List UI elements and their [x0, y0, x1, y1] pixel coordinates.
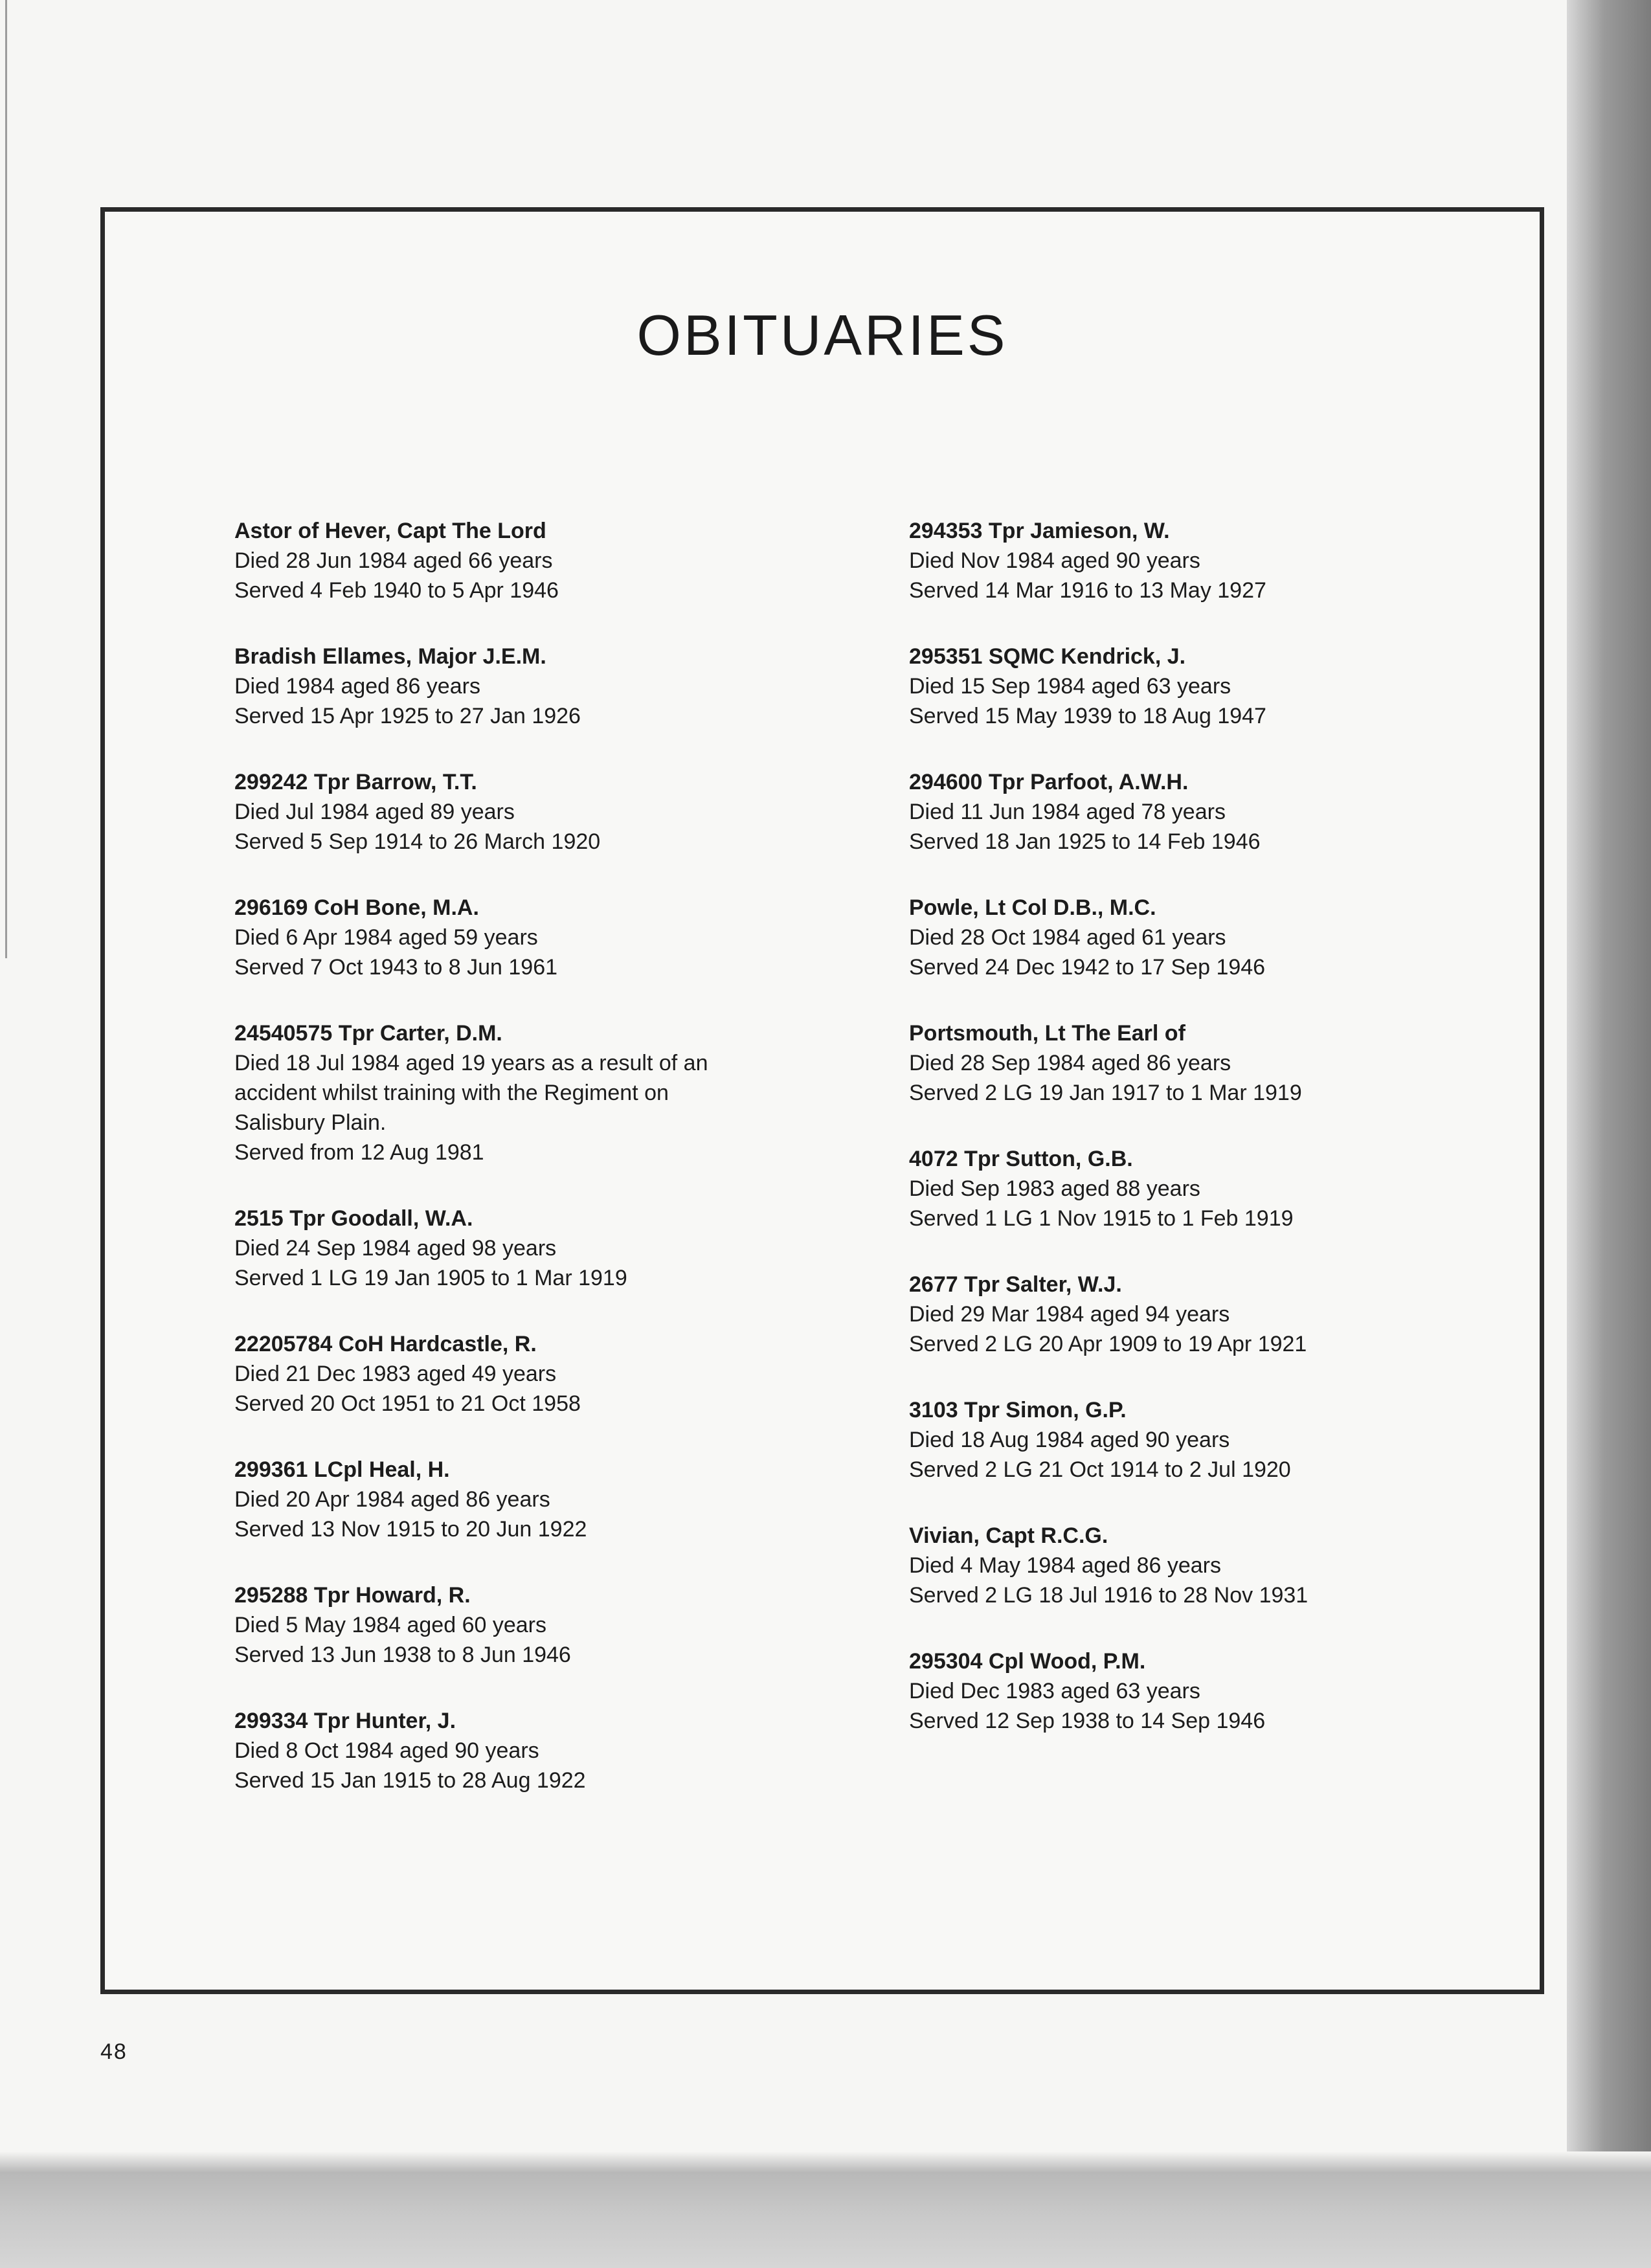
- page-number: 48: [100, 2039, 128, 2064]
- obituary-detail-line: Died 1984 aged 86 years: [234, 674, 480, 699]
- obituary-detail-line: Died Dec 1983 aged 63 years: [909, 1679, 1200, 1703]
- obituary-detail-line: Died 18 Aug 1984 aged 90 years: [909, 1428, 1230, 1452]
- obituary-entry: [909, 1521, 1492, 1610]
- obituary-name: 294353 Tpr Jamieson, W.: [909, 519, 1170, 543]
- obituary-name: 22205784 CoH Hardcastle, R.: [234, 1332, 537, 1356]
- obituary-detail-line: Died 28 Sep 1984 aged 86 years: [909, 1051, 1231, 1075]
- obituary-name: 4072 Tpr Sutton, G.B.: [909, 1147, 1133, 1171]
- obituary-entry: [234, 767, 817, 857]
- obituary-detail-line: accident whilst training with the Regiment on: [234, 1081, 669, 1105]
- obituary-detail-line: Died 28 Oct 1984 aged 61 years: [909, 925, 1226, 950]
- obituary-name: 24540575 Tpr Carter, D.M.: [234, 1021, 502, 1046]
- obituary-entry: [234, 893, 817, 982]
- obituary-name: 295304 Cpl Wood, P.M.: [909, 1649, 1146, 1674]
- obituary-detail-line: Served 13 Nov 1915 to 20 Jun 1922: [234, 1517, 587, 1542]
- obituary-detail-line: Served 13 Jun 1938 to 8 Jun 1946: [234, 1643, 571, 1667]
- obituary-entry: [909, 1646, 1492, 1736]
- obituary-entry: [909, 1270, 1492, 1359]
- obituary-detail-line: Died 24 Sep 1984 aged 98 years: [234, 1236, 557, 1261]
- obituary-detail-line: Died Nov 1984 aged 90 years: [909, 548, 1200, 573]
- obituary-name: 2677 Tpr Salter, W.J.: [909, 1272, 1122, 1297]
- obituary-detail-line: Served 24 Dec 1942 to 17 Sep 1946: [909, 955, 1266, 980]
- obituary-detail-line: Served 12 Sep 1938 to 14 Sep 1946: [909, 1709, 1266, 1733]
- obituary-detail-line: Died 21 Dec 1983 aged 49 years: [234, 1362, 557, 1386]
- obituary-name: 299334 Tpr Hunter, J.: [234, 1709, 456, 1733]
- obituary-detail-line: Died 15 Sep 1984 aged 63 years: [909, 674, 1231, 699]
- obituary-detail-line: Served 15 May 1939 to 18 Aug 1947: [909, 704, 1266, 728]
- obituary-name: Portsmouth, Lt The Earl of: [909, 1021, 1185, 1046]
- obituary-detail-line: Served 1 LG 1 Nov 1915 to 1 Feb 1919: [909, 1206, 1294, 1231]
- obituary-entry: [234, 1329, 817, 1419]
- obituary-detail-line: Served 2 LG 18 Jul 1916 to 28 Nov 1931: [909, 1583, 1308, 1608]
- obituaries-frame: [100, 207, 1544, 1994]
- obituary-detail-line: Served 7 Oct 1943 to 8 Jun 1961: [234, 955, 558, 980]
- obituary-detail-line: Salisbury Plain.: [234, 1110, 387, 1135]
- page-title: OBITUARIES: [636, 303, 1008, 367]
- obituary-detail-line: Served 15 Apr 1925 to 27 Jan 1926: [234, 704, 581, 728]
- obituary-name: Vivian, Capt R.C.G.: [909, 1523, 1108, 1548]
- obituary-detail-line: Died 11 Jun 1984 aged 78 years: [909, 800, 1226, 824]
- obituary-name: Powle, Lt Col D.B., M.C.: [909, 895, 1156, 920]
- obituary-detail-line: Served 2 LG 19 Jan 1917 to 1 Mar 1919: [909, 1081, 1302, 1105]
- obituary-entry: [909, 1018, 1492, 1108]
- obituary-entry: [234, 1455, 817, 1544]
- obituary-detail-line: Died 6 Apr 1984 aged 59 years: [234, 925, 538, 950]
- obituary-entry: [909, 642, 1492, 731]
- scan-edge-shadow: [1567, 0, 1651, 2268]
- obituary-name: 3103 Tpr Simon, G.P.: [909, 1398, 1127, 1422]
- obituary-entry: [234, 1018, 817, 1167]
- obituary-name: 294600 Tpr Parfoot, A.W.H.: [909, 770, 1189, 794]
- obituary-name: 295288 Tpr Howard, R.: [234, 1583, 471, 1608]
- obituary-detail-line: Died 4 May 1984 aged 86 years: [909, 1553, 1221, 1578]
- obituary-detail-line: Served 15 Jan 1915 to 28 Aug 1922: [234, 1768, 586, 1793]
- obituary-detail-line: Served 5 Sep 1914 to 26 March 1920: [234, 829, 601, 854]
- scan-bottom-shadow: [0, 2151, 1651, 2268]
- obituary-detail-line: Served 2 LG 20 Apr 1909 to 19 Apr 1921: [909, 1332, 1307, 1356]
- obituary-entry: [909, 1395, 1492, 1485]
- obituary-detail-line: Served from 12 Aug 1981: [234, 1140, 484, 1165]
- obituary-entry: [909, 516, 1492, 605]
- obituary-detail-line: Died 8 Oct 1984 aged 90 years: [234, 1738, 539, 1763]
- obituary-name: Bradish Ellames, Major J.E.M.: [234, 644, 546, 669]
- obituary-entry: [234, 642, 817, 731]
- obituary-name: 2515 Tpr Goodall, W.A.: [234, 1206, 473, 1231]
- obituary-entry: [234, 1706, 817, 1795]
- obituary-name: 296169 CoH Bone, M.A.: [234, 895, 479, 920]
- obituary-column-left: [234, 516, 817, 1832]
- obituary-detail-line: Served 18 Jan 1925 to 14 Feb 1946: [909, 829, 1261, 854]
- obituary-entry: [234, 1204, 817, 1293]
- obituary-entry: [909, 1144, 1492, 1233]
- obituary-entry: [234, 516, 817, 605]
- obituary-detail-line: Served 4 Feb 1940 to 5 Apr 1946: [234, 578, 559, 603]
- page-edge-rule: [5, 0, 7, 958]
- obituary-detail-line: Died 18 Jul 1984 aged 19 years as a result of an: [234, 1051, 708, 1075]
- obituary-detail-line: Served 1 LG 19 Jan 1905 to 1 Mar 1919: [234, 1266, 627, 1290]
- obituary-detail-line: Died Jul 1984 aged 89 years: [234, 800, 515, 824]
- obituary-detail-line: Served 14 Mar 1916 to 13 May 1927: [909, 578, 1266, 603]
- obituary-name: 299242 Tpr Barrow, T.T.: [234, 770, 477, 794]
- obituary-detail-line: Died Sep 1983 aged 88 years: [909, 1176, 1200, 1201]
- obituary-detail-line: Died 5 May 1984 aged 60 years: [234, 1613, 546, 1637]
- obituary-name: 299361 LCpl Heal, H.: [234, 1457, 450, 1482]
- obituary-entry: [234, 1580, 817, 1670]
- obituary-detail-line: Died 28 Jun 1984 aged 66 years: [234, 548, 553, 573]
- obituary-name: Astor of Hever, Capt The Lord: [234, 519, 546, 543]
- obituary-detail-line: Served 20 Oct 1951 to 21 Oct 1958: [234, 1391, 581, 1416]
- obituary-detail-line: Died 20 Apr 1984 aged 86 years: [234, 1487, 550, 1512]
- obituary-detail-line: Died 29 Mar 1984 aged 94 years: [909, 1302, 1230, 1327]
- obituary-detail-line: Served 2 LG 21 Oct 1914 to 2 Jul 1920: [909, 1457, 1291, 1482]
- obituary-column-right: [909, 516, 1492, 1772]
- obituary-name: 295351 SQMC Kendrick, J.: [909, 644, 1186, 669]
- obituary-entry: [909, 893, 1492, 982]
- obituary-entry: [909, 767, 1492, 857]
